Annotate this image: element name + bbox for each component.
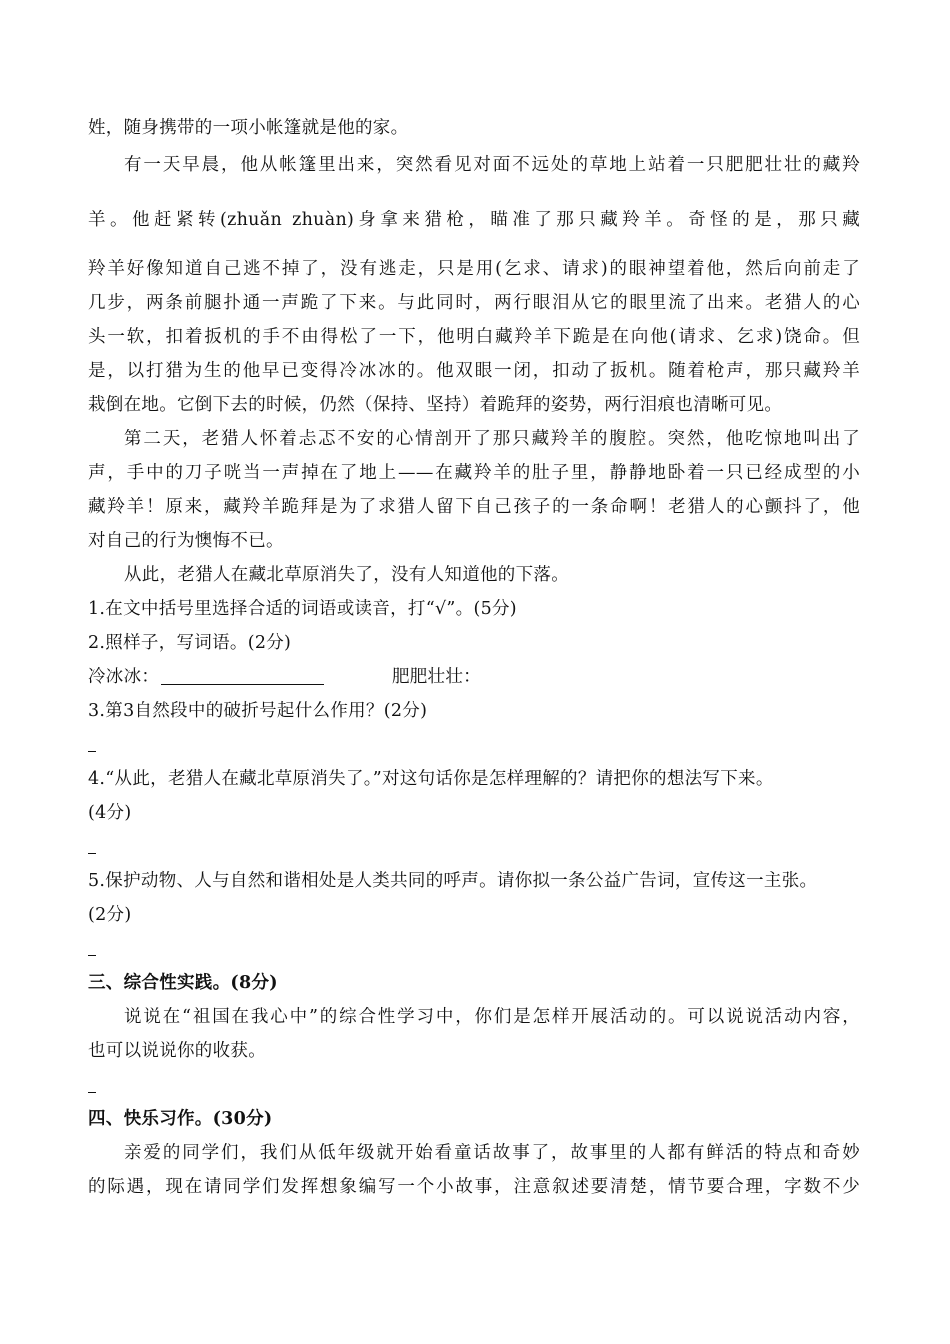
passage-line: 羚羊好像知道自己逃不掉了，没有逃走，只是用(乞求、请求)的眼神望着他，然后向前走了 xyxy=(88,259,860,279)
question-5-score: (2分) xyxy=(88,905,132,925)
section-3-heading: 三、综合性实践。(8分) xyxy=(88,973,278,993)
answer-line-4[interactable] xyxy=(88,853,96,854)
question-2: 2.照样子，写词语。(2分) xyxy=(88,633,292,653)
question-5: 5.保护动物、人与自然和谐相处是人类共同的呼声。请你拟一条公益广告词，宣传这一主张。 xyxy=(88,871,818,891)
question-2-answers xyxy=(88,665,481,689)
question-4-score: (4分) xyxy=(88,803,132,823)
question-2-label-b: 肥肥壮壮： xyxy=(391,667,481,687)
passage-line: 姓，随身携带的一项小帐篷就是他的家。 xyxy=(88,118,409,138)
question-3: 3.第3自然段中的破折号起什么作用？(2分) xyxy=(88,701,428,721)
passage-line: 几步，两条前腿扑通一声跪了下来。与此同时，两行眼泪从它的眼里流了出来。老猎人的心 xyxy=(88,293,860,313)
answer-line-5[interactable] xyxy=(88,955,96,956)
answer-line-3[interactable] xyxy=(88,751,96,752)
answer-blank-a[interactable] xyxy=(161,666,324,685)
passage-line: 从此，老猎人在藏北草原消失了，没有人知道他的下落。 xyxy=(124,565,569,585)
question-1: 1.在文中括号里选择合适的词语或读音，打“√”。(5分) xyxy=(88,599,517,619)
question-4: 4.“从此，老猎人在藏北草原消失了。”对这句话你是怎样理解的？请把你的想法写下来。 xyxy=(88,769,774,789)
passage-line: 羊。他赶紧转(zhuǎn zhuàn)身拿来猎枪，瞄准了那只藏羚羊。奇怪的是，那只藏 xyxy=(88,210,860,230)
passage-line: 有一天早晨，他从帐篷里出来，突然看见对面不远处的草地上站着一只肥肥壮壮的藏羚 xyxy=(124,155,860,175)
section-4-text: 亲爱的同学们，我们从低年级就开始看童话故事了，故事里的人都有鲜活的特点和奇妙 xyxy=(124,1143,860,1163)
section-3-text: 也可以说说你的收获。 xyxy=(88,1041,266,1061)
passage-line: 是，以打猎为生的他早已变得冷冰冰的。他双眼一闭，扣动了扳机。随着枪声，那只藏羚羊 xyxy=(88,361,860,381)
answer-line-section-3[interactable] xyxy=(88,1092,96,1093)
passage-line: 栽倒在地。它倒下去的时候，仍然（保持、坚持）着跪拜的姿势，两行泪痕也清晰可见。 xyxy=(88,395,783,415)
question-2-label-a: 冷冰冰： xyxy=(88,667,160,687)
section-4-heading: 四、快乐习作。(30分) xyxy=(88,1109,273,1129)
passage-line: 头一软，扣着扳机的手不由得松了一下，他明白藏羚羊下跪是在向他(请求、乞求)饶命。但 xyxy=(88,327,860,347)
section-4-text: 的际遇，现在请同学们发挥想象编写一个小故事，注意叙述要清楚，情节要合理，字数不少 xyxy=(88,1177,860,1197)
section-3-text: 说说在“祖国在我心中”的综合性学习中，你们是怎样开展活动的。可以说说活动内容， xyxy=(124,1007,860,1027)
passage-line: 声，手中的刀子咣当一声掉在了地上——在藏羚羊的肚子里，静静地卧着一只已经成型的小 xyxy=(88,463,860,483)
passage-line: 对自己的行为懊悔不已。 xyxy=(88,531,284,551)
passage-line: 第二天，老猎人怀着忐忑不安的心情剖开了那只藏羚羊的腹腔。突然，他吃惊地叫出了 xyxy=(124,429,860,449)
passage-line: 藏羚羊！原来，藏羚羊跪拜是为了求猎人留下自己孩子的一条命啊！老猎人的心颤抖了，他 xyxy=(88,497,860,517)
